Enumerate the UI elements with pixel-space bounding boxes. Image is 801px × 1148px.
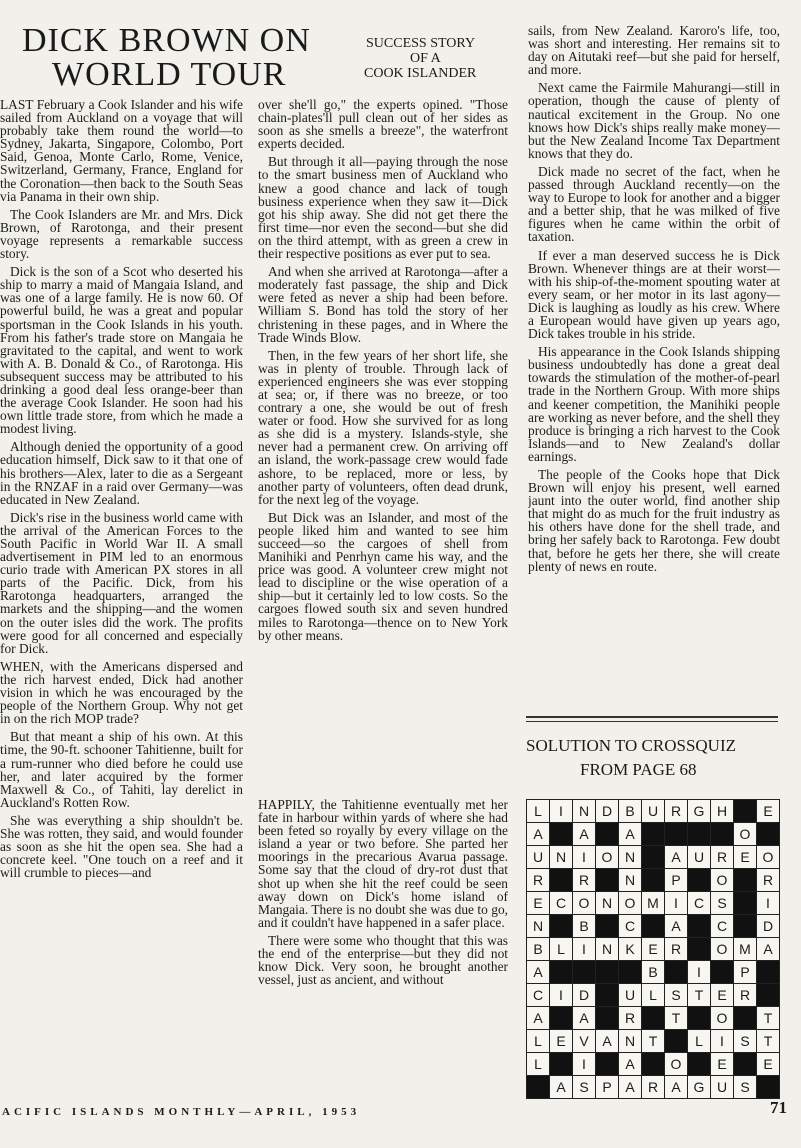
page-number: 71: [770, 1098, 787, 1117]
grid-cell: E: [757, 800, 779, 822]
headline-line2: WORLD TOUR: [52, 56, 287, 93]
solution-subtitle: FROM PAGE 68: [580, 760, 697, 779]
subhead-line2: OF A: [410, 51, 441, 66]
column-2-bottom: [258, 798, 508, 1048]
subhead-line1: SUCCESS STORY: [366, 36, 476, 51]
grid-cell: I: [757, 892, 779, 914]
paragraph: But that meant a ship of his own. At this time, the 90-ft. schooner Tahitienne, built for a rum-runner who died before he could use her, and later acquired by the former Maxwell & Co., of Tahiti, lay derelict in Auckland's Rotten Row.: [0, 729, 243, 810]
grid-cell: T: [757, 1030, 779, 1052]
grid-cell: [757, 823, 779, 845]
grid-cell: [757, 984, 779, 1006]
grid-cell: E: [734, 846, 756, 868]
grid-cell: [596, 961, 618, 983]
grid-cell: O: [757, 846, 779, 868]
grid-cell: N: [596, 938, 618, 960]
grid-cell: [596, 1053, 618, 1075]
grid-cell: L: [642, 984, 664, 1006]
grid-cell: [550, 961, 572, 983]
grid-cell: O: [619, 892, 641, 914]
paragraph: LAST February a Cook Islander and his wife sailed from Auckland on a voyage that will probably take them round the world—to Sydney, Jakarta, Singapore, Colombo, Port Said, Genoa, Monte Carlo, Rome, Venice, Switzerland, Germany, France, England for the Coronation—then back to the South Seas via Panama in their own ship.: [0, 98, 243, 204]
divider: [526, 716, 778, 718]
grid-cell: [596, 823, 618, 845]
grid-cell: N: [596, 892, 618, 914]
grid-cell: T: [757, 1007, 779, 1029]
grid-cell: S: [573, 1076, 595, 1098]
grid-cell: A: [757, 938, 779, 960]
grid-cell: [734, 1007, 756, 1029]
paragraph: Then, in the few years of her short life, she was in plenty of trouble. Through lack of experienced engineers she was ever stopping at sea; or, if there was no breeze, or too contrary a one, she would be out of fresh water or food. How she survived for as long as she did is a mystery. Islands-style, she never had a permanent crew. On arriving off an island, the work-passage crew would fade ashore, to be replaced, more or less, by another party of volunteers, often dead drunk, for the next leg of the voyage.: [258, 347, 508, 507]
grid-cell: H: [711, 800, 733, 822]
grid-cell: D: [757, 915, 779, 937]
grid-cell: [734, 915, 756, 937]
grid-cell: A: [550, 1076, 572, 1098]
column-1: [0, 98, 243, 1038]
grid-cell: [550, 915, 572, 937]
grid-cell: A: [665, 915, 687, 937]
grid-cell: [757, 1076, 779, 1098]
grid-cell: T: [642, 1030, 664, 1052]
grid-cell: [573, 961, 595, 983]
grid-cell: O: [573, 892, 595, 914]
grid-cell: I: [688, 961, 710, 983]
grid-cell: A: [619, 1076, 641, 1098]
paragraph: There were some who thought that this was the end of the enterprise—but they did not know Dick. Very soon, he brought another vessel, just as ancient, and without: [258, 932, 508, 988]
grid-cell: E: [527, 892, 549, 914]
grid-cell: E: [642, 938, 664, 960]
grid-cell: C: [550, 892, 572, 914]
grid-cell: O: [711, 869, 733, 891]
paragraph: WHEN, with the Americans dispersed and the rich harvest ended, Dick had another vision in which he was encouraged by the people of the Northern Group. Why not get in on the rich MOP trade?: [0, 658, 243, 727]
grid-cell: T: [688, 984, 710, 1006]
grid-cell: [734, 892, 756, 914]
grid-cell: A: [573, 1007, 595, 1029]
grid-cell: [688, 1007, 710, 1029]
paragraph: Next came the Fairmile Mahurangi—still in operation, though the cause of plenty of nautical excitement in the Group. No one knows how Dick's ships really make money—but the New Zealand Income Tax Department knows that they do.: [528, 80, 780, 161]
paragraph: The Cook Islanders are Mr. and Mrs. Dick Brown, of Rarotonga, and their present voyage represents a remarkable success story.: [0, 206, 243, 262]
grid-cell: [688, 1053, 710, 1075]
grid-cell: R: [642, 1076, 664, 1098]
grid-cell: C: [619, 915, 641, 937]
grid-cell: P: [665, 869, 687, 891]
grid-cell: [642, 1053, 664, 1075]
grid-cell: [550, 869, 572, 891]
grid-cell: A: [527, 823, 549, 845]
grid-cell: [688, 869, 710, 891]
grid-cell: I: [573, 846, 595, 868]
grid-cell: [596, 984, 618, 1006]
grid-cell: S: [734, 1076, 756, 1098]
paragraph: Dick is the son of a Scot who deserted his ship to marry a maid of Mangaia Island, and was one of a large family. He is now 60. Of powerful build, he was a great and popular sportsman in the Cook Islands in his youth. From his father's trade store on Mangaia he gravitated to the capital, and went to work with A. B. Donald & Co., of Rarotonga. His subsequent success may be attributed to his drinking a good deal less orange-beer than the average Cook Islander. He soon had his own little trade store, from which he made a modest living.: [0, 264, 243, 437]
grid-cell: T: [665, 1007, 687, 1029]
grid-cell: I: [711, 1030, 733, 1052]
grid-cell: [642, 915, 664, 937]
grid-cell: [665, 823, 687, 845]
grid-cell: [550, 1053, 572, 1075]
paragraph: But through it all—paying through the nose to the smart business men of Auckland who knew a good chance and lack of tough business experience when they saw it—Dick got his ship away. She did not get there the first time—nor even the second—but she did on the third attempt, with as green a crew in their respective positions as ever put to sea.: [258, 154, 508, 262]
divider: [526, 721, 778, 722]
grid-cell: L: [550, 938, 572, 960]
grid-cell: D: [573, 984, 595, 1006]
grid-cell: O: [665, 1053, 687, 1075]
paragraph: But Dick was an Islander, and most of the people liked him and wanted to see him succeed—so the cargoes of shell from Manihiki and Penrhyn came his way, and the price was good. A volunteer crew might not lead to discipline or the wise operation of a ship—but it certainly led to low costs. So the cargoes flowed south six and seven hundred miles to Rarotonga—thence on to New York by other means.: [258, 509, 508, 643]
grid-cell: V: [573, 1030, 595, 1052]
grid-cell: E: [757, 1053, 779, 1075]
paragraph: His appearance in the Cook Islands shipping business undoubtedly has done a great deal towards the stimulation of the mother-of-pearl trade in the Northern Group. With more ships and keener competition, the Manihiki people are working as never before, and the shell they produce is bringing a rich harvest to the Cook Islands—and to New Zealand's dollar earnings.: [528, 344, 780, 464]
grid-cell: [665, 961, 687, 983]
grid-cell: G: [688, 800, 710, 822]
grid-cell: B: [642, 961, 664, 983]
grid-cell: L: [527, 800, 549, 822]
grid-cell: E: [711, 1053, 733, 1075]
grid-cell: N: [573, 800, 595, 822]
column-3: [528, 24, 780, 704]
grid-cell: I: [573, 938, 595, 960]
grid-cell: U: [527, 846, 549, 868]
grid-cell: R: [665, 938, 687, 960]
grid-cell: O: [596, 846, 618, 868]
grid-cell: N: [619, 869, 641, 891]
paragraph: HAPPILY, the Tahitienne eventually met her fate in harbour within yards of where she had been feted so royally by every village on the island a year or two before. She parted her moorings in the precarious Avarua passage. Some say that the cloud of dry-rot dust that shot up when she hit the reef could be seen away down on Dick's home island of Mangaia. There is no doubt she was due to go, and it couldn't have happened in a safer place.: [258, 798, 508, 930]
grid-cell: U: [642, 800, 664, 822]
grid-cell: [734, 800, 756, 822]
grid-cell: R: [757, 869, 779, 891]
grid-cell: [642, 846, 664, 868]
paragraph: She was everything a ship shouldn't be. She was rotten, they said, and would founder as soon as she hit the open sea. She had a concrete keel. "One touch on a reef and it will crumble to pieces—and: [0, 812, 243, 881]
grid-cell: L: [527, 1053, 549, 1075]
grid-cell: I: [665, 892, 687, 914]
paragraph: And when she arrived at Rarotonga—after a moderately fast passage, the ship and Dick were feted as never a ship had been before. William S. Bond has told the story of her christening in these pages, and in Where the Trade Winds Blow.: [258, 264, 508, 345]
paragraph: sails, from New Zealand. Karoro's life, too, was short and interesting. Her remains sit to day on Aitutaki reef—but she paid for herself, and more.: [528, 24, 780, 78]
grid-cell: S: [734, 1030, 756, 1052]
grid-cell: I: [573, 1053, 595, 1075]
grid-cell: A: [596, 1030, 618, 1052]
headline-line1: DICK BROWN ON: [22, 22, 311, 59]
grid-cell: [757, 961, 779, 983]
grid-cell: A: [665, 846, 687, 868]
grid-cell: P: [596, 1076, 618, 1098]
grid-cell: A: [527, 961, 549, 983]
subhead-line3: COOK ISLANDER: [364, 66, 477, 81]
grid-cell: [688, 823, 710, 845]
grid-cell: A: [665, 1076, 687, 1098]
grid-cell: C: [688, 892, 710, 914]
grid-cell: U: [619, 984, 641, 1006]
grid-cell: E: [711, 984, 733, 1006]
paragraph: over she'll go," the experts opined. "Those chain-plates'll pull clean out of her sides as soon as she smells a breeze", the waterfront experts decided.: [258, 98, 508, 152]
grid-cell: M: [642, 892, 664, 914]
grid-cell: A: [619, 1053, 641, 1075]
grid-cell: B: [527, 938, 549, 960]
grid-cell: R: [711, 846, 733, 868]
grid-cell: R: [665, 800, 687, 822]
grid-cell: [734, 1053, 756, 1075]
grid-cell: B: [573, 915, 595, 937]
solution-title: SOLUTION TO CROSSQUIZ: [526, 736, 737, 755]
grid-cell: B: [619, 800, 641, 822]
grid-cell: N: [527, 915, 549, 937]
grid-cell: I: [550, 800, 572, 822]
column-2-top: [258, 98, 508, 783]
paragraph: Although denied the opportunity of a good education himself, Dick saw to it that one of his brothers—Alex, later to die as a Sergeant in the RNZAF in a raid over Germany—was educated in New Zealand.: [0, 439, 243, 507]
grid-cell: [596, 869, 618, 891]
grid-cell: [665, 1030, 687, 1052]
crossword-solution-grid: [526, 799, 780, 1099]
grid-cell: K: [619, 938, 641, 960]
grid-cell: [688, 915, 710, 937]
grid-cell: I: [550, 984, 572, 1006]
paragraph: Dick's rise in the business world came with the arrival of the American Forces to the South Pacific in World War II. A small advertisement in PIM led to an enormous curio trade with American PX stores in all parts of the Pacific. Dick, from his Rarotonga headquarters, arranged the markets and the shipping—and the women on the outer isles did the work. The profits were good for all concerned and especially for Dick.: [0, 509, 243, 656]
paragraph: Dick made no secret of the fact, when he passed through Auckland recently—on the way to Europe to look for another and a bigger and a better ship, that he was milked of five figures when he came within the orbit of taxation.: [528, 163, 780, 245]
grid-cell: A: [527, 1007, 549, 1029]
paragraph: The people of the Cooks hope that Dick Brown will enjoy his present, well earned jaunt into the outer world, find another ship that might do as much for the fruit industry as his others have done for the shell trade, and bring her safely back to Rarotonga. Few doubt that, before he gets her there, she will create plenty of news en route.: [528, 467, 780, 574]
grid-cell: O: [711, 938, 733, 960]
grid-cell: R: [734, 984, 756, 1006]
grid-cell: R: [619, 1007, 641, 1029]
grid-cell: C: [527, 984, 549, 1006]
grid-cell: [642, 823, 664, 845]
grid-cell: L: [688, 1030, 710, 1052]
grid-cell: R: [573, 869, 595, 891]
grid-cell: [711, 961, 733, 983]
footer-text: ACIFIC ISLANDS MONTHLY—APRIL, 1953: [2, 1106, 361, 1118]
grid-cell: A: [619, 823, 641, 845]
grid-cell: [550, 1007, 572, 1029]
grid-cell: [711, 823, 733, 845]
paragraph: If ever a man deserved success he is Dick Brown. Whenever things are at their worst—with his ship-of-the-moment spouting water at every seam, or her motor in its last agony—Dick is laughing as loudly as his crew. Where a European would have given up years ago, Dick takes trouble in his stride.: [528, 247, 780, 342]
grid-cell: D: [596, 800, 618, 822]
grid-cell: S: [665, 984, 687, 1006]
grid-cell: O: [734, 823, 756, 845]
grid-cell: [550, 823, 572, 845]
grid-cell: [642, 869, 664, 891]
grid-cell: G: [688, 1076, 710, 1098]
grid-cell: [619, 961, 641, 983]
grid-cell: [642, 1007, 664, 1029]
grid-cell: U: [688, 846, 710, 868]
grid-cell: N: [619, 846, 641, 868]
grid-cell: P: [734, 961, 756, 983]
grid-cell: N: [550, 846, 572, 868]
grid-cell: L: [527, 1030, 549, 1052]
grid-cell: C: [711, 915, 733, 937]
grid-cell: [688, 938, 710, 960]
grid-cell: [734, 869, 756, 891]
grid-cell: E: [550, 1030, 572, 1052]
grid-cell: U: [711, 1076, 733, 1098]
grid-cell: [596, 915, 618, 937]
grid-cell: R: [527, 869, 549, 891]
grid-cell: M: [734, 938, 756, 960]
grid-cell: N: [619, 1030, 641, 1052]
grid-cell: A: [573, 823, 595, 845]
grid-cell: [596, 1007, 618, 1029]
grid-cell: O: [711, 1007, 733, 1029]
grid-cell: [527, 1076, 549, 1098]
grid-cell: S: [711, 892, 733, 914]
